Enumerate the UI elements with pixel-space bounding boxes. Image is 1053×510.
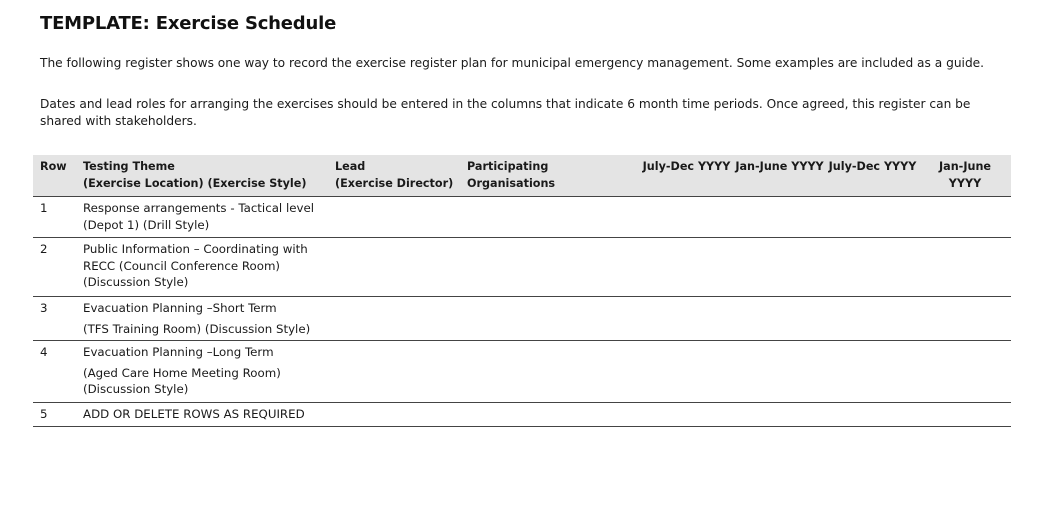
period-3-cell[interactable] bbox=[826, 403, 919, 427]
lead-cell[interactable] bbox=[328, 341, 460, 403]
header-period-4: Jan-June YYYY bbox=[919, 155, 1011, 197]
lead-cell[interactable] bbox=[328, 297, 460, 341]
period-3-cell[interactable] bbox=[826, 238, 919, 297]
header-lead: Lead (Exercise Director) bbox=[328, 155, 460, 197]
testing-theme-cell: Evacuation Planning –Short Term (TFS Training Room) (Discussion Style) bbox=[76, 297, 328, 341]
header-row-number: Row bbox=[33, 155, 76, 197]
header-period-1: July-Dec YYYY bbox=[640, 155, 733, 197]
intro-paragraph: The following register shows one way to record the exercise register plan for municipal emergency management. Some examples are included as a guide. bbox=[40, 56, 985, 70]
period-1-cell[interactable] bbox=[640, 297, 733, 341]
lead-cell[interactable] bbox=[328, 403, 460, 427]
header-period-3: July-Dec YYYY bbox=[826, 155, 919, 197]
period-4-cell[interactable] bbox=[919, 341, 1011, 403]
table-header-row bbox=[33, 155, 1011, 197]
row-number: 1 bbox=[33, 197, 76, 238]
page-title: TEMPLATE: Exercise Schedule bbox=[40, 13, 337, 34]
table-row bbox=[33, 341, 1011, 403]
orgs-cell[interactable] bbox=[460, 341, 640, 403]
orgs-cell[interactable] bbox=[460, 238, 640, 297]
header-testing-theme: Testing Theme (Exercise Location) (Exercise Style) bbox=[76, 155, 328, 197]
header-participating-orgs: Participating Organisations bbox=[460, 155, 640, 197]
testing-theme-cell: ADD OR DELETE ROWS AS REQUIRED bbox=[76, 403, 328, 427]
period-1-cell[interactable] bbox=[640, 341, 733, 403]
period-1-cell[interactable] bbox=[640, 403, 733, 427]
orgs-cell[interactable] bbox=[460, 403, 640, 427]
period-4-cell[interactable] bbox=[919, 403, 1011, 427]
period-2-cell[interactable] bbox=[733, 238, 826, 297]
row-number: 3 bbox=[33, 297, 76, 341]
period-4-cell[interactable] bbox=[919, 197, 1011, 238]
period-2-cell[interactable] bbox=[733, 297, 826, 341]
period-2-cell[interactable] bbox=[733, 403, 826, 427]
period-4-cell[interactable] bbox=[919, 297, 1011, 341]
period-1-cell[interactable] bbox=[640, 197, 733, 238]
instructions-paragraph: Dates and lead roles for arranging the exercises should be entered in the columns that indicate 6 month time periods. Once agreed, this register can be shared with stakeholders. bbox=[40, 97, 971, 128]
header-period-2: Jan-June YYYY bbox=[733, 155, 826, 197]
table-row bbox=[33, 238, 1011, 297]
table-row bbox=[33, 297, 1011, 341]
table-row bbox=[33, 197, 1011, 238]
row-number: 2 bbox=[33, 238, 76, 297]
lead-cell[interactable] bbox=[328, 197, 460, 238]
table-row bbox=[33, 403, 1011, 427]
period-3-cell[interactable] bbox=[826, 341, 919, 403]
period-4-cell[interactable] bbox=[919, 238, 1011, 297]
exercise-register-table bbox=[33, 155, 1011, 427]
testing-theme-cell: Evacuation Planning –Long Term (Aged Care Home Meeting Room) (Discussion Style) bbox=[76, 341, 328, 403]
orgs-cell[interactable] bbox=[460, 197, 640, 238]
orgs-cell[interactable] bbox=[460, 297, 640, 341]
testing-theme-cell: Public Information – Coordinating with RECC (Council Conference Room) (Discussion Style) bbox=[76, 238, 328, 297]
row-number: 5 bbox=[33, 403, 76, 427]
testing-theme-cell: Response arrangements - Tactical level (Depot 1) (Drill Style) bbox=[76, 197, 328, 238]
period-2-cell[interactable] bbox=[733, 197, 826, 238]
period-1-cell[interactable] bbox=[640, 238, 733, 297]
period-3-cell[interactable] bbox=[826, 297, 919, 341]
period-2-cell[interactable] bbox=[733, 341, 826, 403]
lead-cell[interactable] bbox=[328, 238, 460, 297]
period-3-cell[interactable] bbox=[826, 197, 919, 238]
row-number: 4 bbox=[33, 341, 76, 403]
